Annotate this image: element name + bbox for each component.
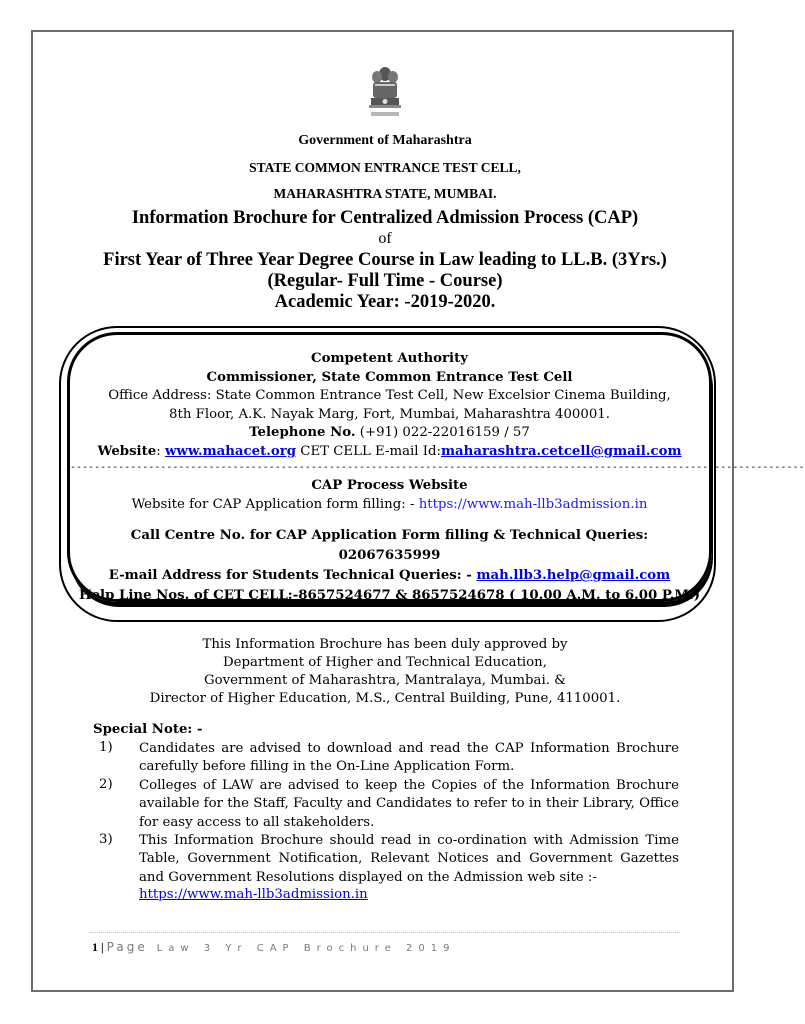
dashed-separator: --------------------------------------------------------------------------------------------------------------------------: [70, 462, 805, 473]
office-address-line2: 8th Floor, A.K. Nayak Marg, Fort, Mumbai, Maharashtra 400001.: [169, 407, 610, 422]
approval-line3: Government of Maharashtra, Mantralaya, Mumbai. &: [203, 673, 567, 688]
approval-line1: This Information Brochure has been duly approved by: [202, 637, 568, 652]
academic-year: Academic Year: -2019-2020.: [274, 292, 496, 312]
special-note-heading: Special Note: -: [93, 722, 203, 737]
cell-heading: STATE COMMON ENTRANCE TEST CELL,: [249, 160, 521, 175]
page-footer: [92, 940, 455, 955]
footer-separator: |: [98, 940, 107, 954]
footer-divider: [90, 932, 680, 933]
admission-site-link[interactable]: https://www.mah-llb3admission.in: [139, 887, 368, 902]
page-number: 1: [92, 940, 98, 954]
commissioner: Commissioner, State Common Entrance Test Cell: [206, 370, 573, 385]
list-item-text: Candidates are advised to download and read the CAP Information Brochure carefully before filling in the On-Line Application Form.: [139, 741, 679, 775]
course-mode: (Regular- Full Time - Course): [267, 271, 503, 291]
call-centre-number: 02067635999: [338, 548, 441, 563]
footer-doc-label: Law 3 Yr CAP Brochure 2019: [156, 943, 456, 954]
telephone-value: (+91) 022-22016159 / 57: [355, 425, 530, 440]
mahacet-link[interactable]: www.mahacet.org: [164, 444, 297, 459]
website-label: Website: [97, 444, 157, 459]
list-item-number: 1): [99, 740, 113, 755]
list-item-number: 2): [99, 777, 113, 792]
state-heading: MAHARASHTRA STATE, MUMBAI.: [273, 186, 497, 201]
cap-website-text: Website for CAP Application form filling: -: [131, 497, 419, 512]
website-sep: :: [156, 444, 165, 459]
cap-website-line: [70, 497, 709, 512]
call-centre-line: Call Centre No. for CAP Application Form filling & Technical Queries:: [130, 528, 649, 543]
approval-line4: Director of Higher Education, M.S., Central Building, Pune, 4110001.: [149, 691, 621, 706]
list-item-text: Colleges of LAW are advised to keep the Copies of the Information Brochure available for the Staff, Faculty and Candidates to refer to in their Library, Office for easy access to all stakeholders.: [139, 778, 679, 830]
list-item-text: This Information Brochure should read in co-ordination with Admission Time Table, Government Notification, Relevant Notices and Government Gazettes and Government Resolutions displayed on the Admission web site :-: [139, 833, 679, 885]
authority-box: [67, 332, 805, 603]
telephone-line: [70, 425, 709, 440]
website-mid: CET CELL E-mail Id:: [296, 444, 441, 459]
title-of: of: [378, 230, 392, 247]
student-email-line: [70, 568, 709, 583]
government-heading: Government of Maharashtra: [298, 133, 472, 148]
page-word: Page: [106, 940, 148, 954]
cap-process-title: CAP Process Website: [311, 478, 468, 493]
competent-authority: Competent Authority: [311, 351, 468, 366]
approval-line2: Department of Higher and Technical Education,: [223, 655, 547, 670]
cetcell-email-link[interactable]: maharashtra.cetcell@gmail.com: [440, 444, 682, 459]
helpline-line: Help Line Nos. of CET CELL:-8657524677 & 8657524678 ( 10.00 A.M. to 6.00 P.M.): [79, 588, 700, 603]
student-help-email-link[interactable]: mah.llb3.help@gmail.com: [476, 568, 671, 583]
telephone-label: Telephone No.: [249, 425, 356, 440]
student-email-label: E-mail Address for Students Technical Queries: -: [108, 568, 477, 583]
course-title: First Year of Three Year Degree Course in Law leading to LL.B. (3Yrs.): [103, 250, 667, 270]
office-address-line1: Office Address: State Common Entrance Test Cell, New Excelsior Cinema Building,: [108, 388, 671, 403]
brochure-title: Information Brochure for Centralized Admission Process (CAP): [131, 208, 639, 228]
state-emblem-icon: [363, 64, 407, 120]
cap-website-link[interactable]: https://www.mah-llb3admission.in: [418, 497, 648, 512]
list-item-number: 3): [99, 832, 113, 847]
website-line: [70, 444, 709, 459]
